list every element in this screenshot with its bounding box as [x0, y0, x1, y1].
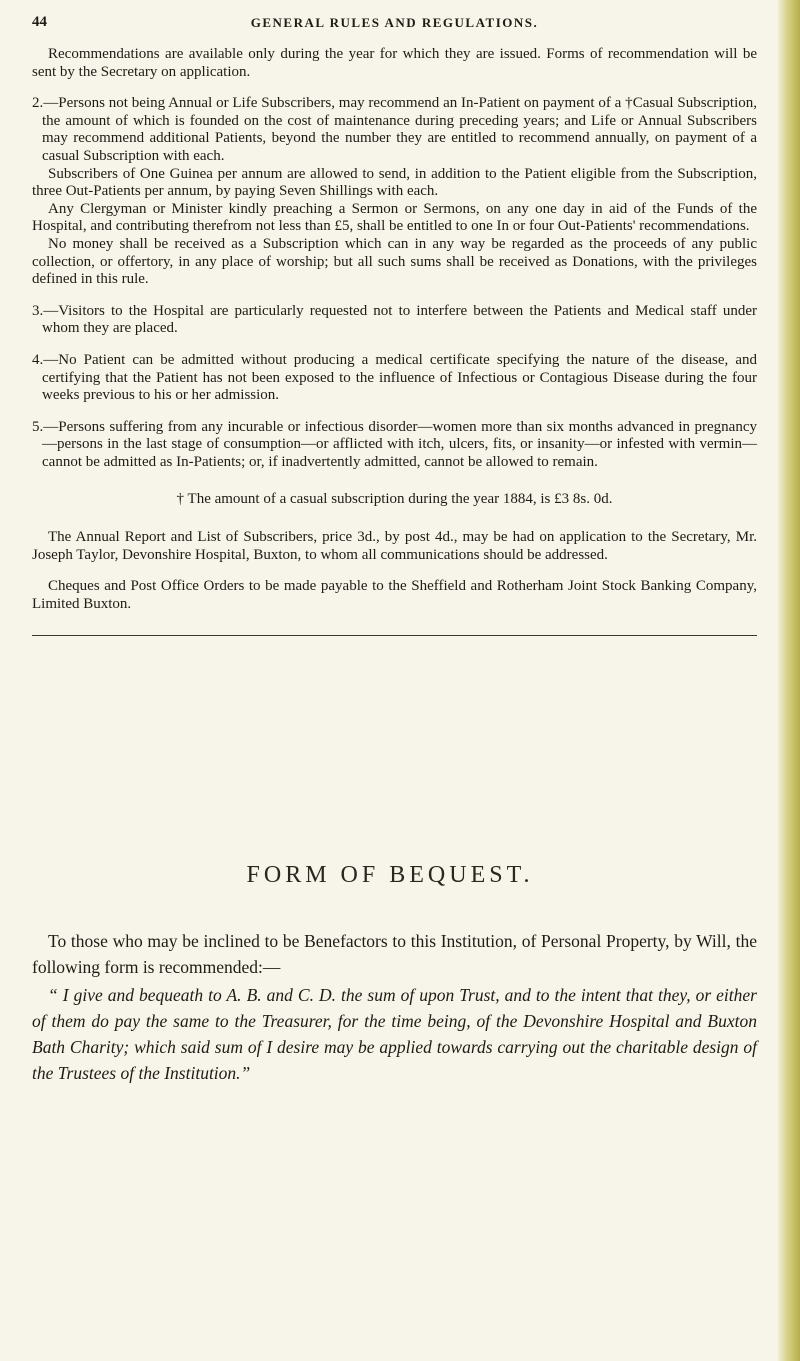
rule-paragraph: Recommendations are available only during the year for which they are issued. Forms of recommendation will be sent by the Secretary on application. — [32, 46, 757, 80]
divider-rule — [32, 635, 757, 636]
page-number: 44 — [32, 14, 47, 30]
rule-3: 3.—Visitors to the Hospital are particularly requested not to interfere between the Patients and Medical staff under whom they are placed. — [32, 302, 757, 337]
rule-5: 5.—Persons suffering from any incurable or infectious disorder—women more than six months advanced in pregnancy—persons in the last stage of consumption—or afflicted with itch, ulcers, fits, or insanity—or infested with vermin—cannot be admitted as In-Patients; or, if inadvertently admitted, cannot be allowed to remain. — [32, 418, 757, 470]
rule-paragraph: Any Clergyman or Minister kindly preaching a Sermon or Sermons, on any one day in aid of the Funds of the Hospital, and contributing therefrom not less than £5, shall be entitled to one In or four Out-Patients' recommendations. — [32, 200, 757, 235]
bequest-form-text: “ I give and bequeath to A. B. and C. D. the sum of upon Trust, and to the intent that they, or either of them do pay the same to the Treasurer, for the time being, of the Devonshire Hospital and Buxton Bath Charity; which said sum of I desire may be applied towards carrying out the charitable design of the Trustees of the Institution.” — [32, 985, 757, 1083]
rule-4: 4.—No Patient can be admitted without producing a medical certificate specifying the nature of the disease, and certifying that the Patient has not been exposed to the influence of Infectious or Contagious Disease during the four weeks previous to his or her admission. — [32, 351, 757, 404]
page-spine-edge — [778, 0, 800, 1361]
rule-paragraph: No money shall be received as a Subscription which can in any way be regarded as the proceeds of any public collection, or offertory, in any place of worship; but all such sums shall be received as Donations, with the privileges defined in this rule. — [32, 235, 757, 288]
bequest-section — [32, 928, 757, 1086]
rule-2: 2.—Persons not being Annual or Life Subscribers, may recommend an In-Patient on payment of a †Casual Subscription, the amount of which is founded on the cost of maintenance during preceding years; and Life or Annual Subscribers may recommend additional Patients, beyond the number they are entitled to recommend annually, on payment of a casual Subscription with each. — [32, 95, 757, 164]
annual-report-note: The Annual Report and List of Subscribers, price 3d., by post 4d., may be had on application to the Secretary, Mr. Joseph Taylor, Devonshire Hospital, Buxton, to whom all communications should be addressed. — [32, 529, 757, 563]
rule-paragraph: Subscribers of One Guinea per annum are allowed to send, in addition to the Patient eligible from the Subscription, three Out-Patients per annum, by paying Seven Shillings with each. — [32, 165, 757, 200]
bequest-intro: To those who may be inclined to be Benefactors to this Institution, of Personal Property, by Will, the following form is recommended:— — [32, 931, 757, 977]
footnote: † The amount of a casual subscription during the year 1884, is £3 8s. 0d. — [176, 491, 613, 508]
page-header — [32, 14, 757, 38]
rules-section — [32, 46, 757, 636]
form-of-bequest-title: FORM OF BEQUEST. — [246, 862, 534, 888]
running-head: GENERAL RULES AND REGULATIONS. — [250, 15, 539, 30]
cheques-note: Cheques and Post Office Orders to be made payable to the Sheffield and Rotherham Joint Stock Banking Company, Limited Buxton. — [32, 578, 757, 612]
